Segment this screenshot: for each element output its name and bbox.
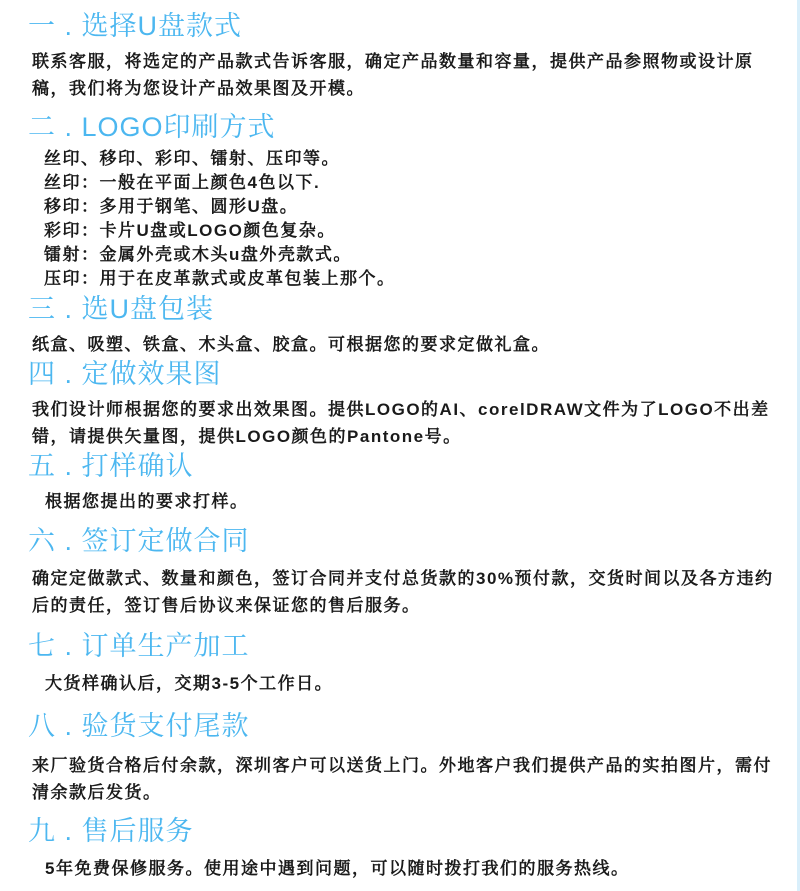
section-paragraph: 来厂验货合格后付余款，深圳客户可以送货上门。外地客户我们提供产品的实拍图片，需付清余款后发货。 (32, 756, 772, 802)
section-heading: 九 . 售后服务 (28, 816, 194, 846)
section-choose-usb-style (28, 12, 774, 102)
section-heading: 三 . 选U盘包装 (28, 294, 215, 324)
section-paragraph: 确定定做款式、数量和颜色，签订合同并支付总货款的30%预付款，交货时间以及各方违约后的责任，签订售后协议来保证您的售后服务。 (32, 569, 774, 615)
section-heading: 一 . 选择U盘款式 (28, 11, 243, 41)
section-heading: 七 . 订单生产加工 (28, 631, 250, 661)
section-production (28, 632, 774, 697)
section-paragraph: 我们设计师根据您的要求出效果图。提供LOGO的AI、corelDRAW文件为了LOGO不出差错，请提供矢量图，提供LOGO颜色的Pantone号。 (32, 400, 770, 446)
list-item: 压印：用于在皮革款式或皮革包装上那个。 (44, 269, 396, 288)
section-heading: 五 . 打样确认 (28, 451, 194, 481)
list-item: 丝印、移印、彩印、镭射、压印等。 (44, 149, 340, 168)
section-sign-contract (28, 527, 774, 619)
section-paragraph: 大货样确认后，交期3-5个工作日。 (45, 674, 334, 693)
section-heading: 八 . 验货支付尾款 (28, 711, 250, 741)
printing-methods-list (28, 147, 774, 291)
list-item: 彩印：卡片U盘或LOGO颜色复杂。 (44, 221, 336, 240)
section-heading: 四 . 定做效果图 (28, 359, 222, 389)
section-paragraph: 联系客服，将选定的产品款式告诉客服，确定产品数量和容量，提供产品参照物或设计原稿，我们将为您设计产品效果图及开模。 (32, 52, 754, 98)
section-heading: 二 . LOGO印刷方式 (28, 112, 276, 142)
section-paragraph: 根据您提出的要求打样。 (45, 492, 249, 511)
section-after-sales-service (28, 817, 774, 882)
section-heading: 六 . 签订定做合同 (28, 526, 250, 556)
section-custom-mockup (28, 360, 774, 450)
section-inspection-payment (28, 712, 774, 806)
list-item: 镭射：金属外壳或木头u盘外壳款式。 (44, 245, 352, 264)
list-item: 移印：多用于钢笔、圆形U盘。 (44, 197, 299, 216)
section-logo-printing-methods (28, 113, 774, 291)
section-sample-confirmation (28, 452, 774, 515)
list-item: 丝印：一般在平面上颜色4色以下. (44, 173, 321, 192)
section-paragraph: 纸盒、吸塑、铁盒、木头盒、胶盒。可根据您的要求定做礼盒。 (32, 335, 550, 354)
section-choose-packaging (28, 295, 774, 358)
section-paragraph: 5年免费保修服务。使用途中遇到问题，可以随时拨打我们的服务热线。 (45, 859, 630, 878)
